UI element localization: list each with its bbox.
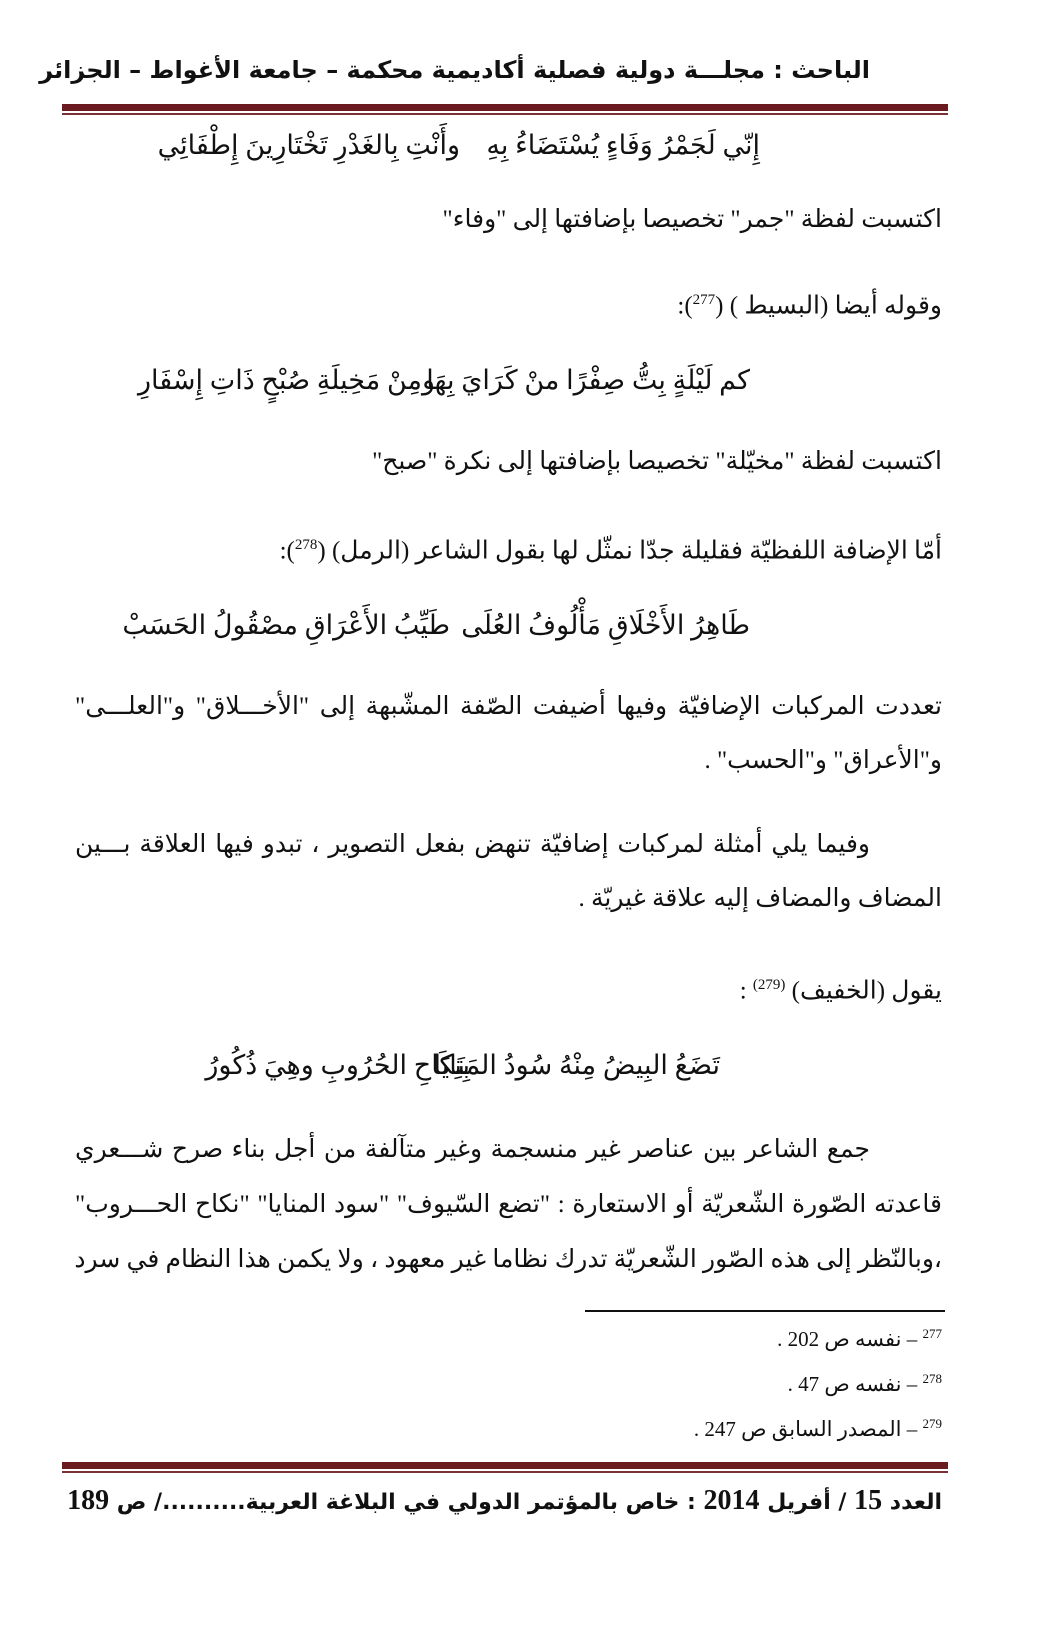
paragraph-7 [740,968,942,1008]
footer-description: : خاص بالمؤتمر الدولي في البلاغة العربية........../ ص [116,1490,696,1515]
footnote-ref[interactable]: 277 [692,292,716,308]
footnote-279 [694,1416,942,1442]
footer-rule [62,1462,948,1473]
verse-4-second: بِنِكَاحِ الحُرُوبِ وهِيَ ذُكُورُ [205,1050,470,1080]
p2-end: ): [677,292,693,320]
paragraph-4 [280,528,942,568]
verse-3-second: طَيِّبُ الأَعْرَاقِ مصْقُولُ الحَسَبْ [122,610,450,640]
paragraph-1: اكتسبت لفظة "جمر" تخصيصا بإضافتها إلى "وفاء" [442,206,942,233]
verse-1-second: وأَنْتِ بِالغَدْرِ تَخْتَارِينَ إِطْفَائِي [157,130,460,160]
page-number: 189 [67,1485,110,1516]
footnote-number: 277 [922,1326,942,1341]
footnote-rule [585,1310,945,1312]
p2-text: وقوله أيضا (البسيط ) ( [715,292,942,320]
month: أفريل [767,1490,831,1515]
issue-label: العدد [889,1490,942,1515]
footnote-278 [788,1371,942,1397]
p7-end: : [739,977,753,1005]
paragraph-5-line-1: تعددت المركبات الإضافيّة وفيها أضيفت الصّفة المشّبهة إلى "الأخـــلاق" و"العلـــى" [75,693,942,720]
journal-header: الباحث : مجلـــة دولية فصلية أكاديمية محكمة – جامعة الأغواط – الجزائر [39,56,870,84]
paragraph-2 [677,283,942,323]
paragraph-6-line-1: وفيما يلي أمثلة لمركبات إضافيّة تنهض بفعل التصوير ، تبدو فيها العلاقة بـــين [75,831,870,858]
verse-4-first: تَضَعُ البِيضُ مِنْهُ سُودُ المَنَايَا [433,1050,720,1080]
page-footer [67,1485,942,1517]
paragraph-6-line-2: المضاف والمضاف إليه علاقة غيريّة . [578,885,942,912]
verse-2-second: ومِنْ مَخِيلَةِ صُبْحٍ ذَاتِ إِسْفَارِ [138,365,435,395]
paragraph-8-line-2: قاعدته الصّورة الشّعريّة أو الاستعارة : "تضع السّيوف" "سود المنايا" "نكاح الحـــروب" [75,1191,942,1218]
separator: / [830,1490,847,1515]
p4-text: أمّا الإضافة اللفظيّة فقليلة جدّا نمثّل لها بقول الشاعر (الرمل) ( [317,537,942,565]
year: 2014 [703,1485,760,1516]
paragraph-5-line-2: و"الأعراق" و"الحسب" . [704,747,942,774]
header-rule [62,104,948,115]
verse-1-first: إِنّي لَجَمْرُ وَفَاءٍ يُسْتَضَاءُ بِهِ [486,130,760,160]
footnote-number: 279 [922,1416,942,1431]
p7-text: يقول (الخفيف) [785,977,942,1005]
paragraph-8-line-1: جمع الشاعر بين عناصر غير منسجمة وغير متآلفة من أجل بناء صرح شـــعري [75,1136,870,1163]
footnote-ref[interactable]: 278 [294,537,318,553]
paragraph-3: اكتسبت لفظة "مخيّلة" تخصيصا بإضافتها إلى نكرة "صبح" [372,448,942,475]
p4-end: ): [279,537,295,565]
paragraph-8-line-3: ،وبالنّظر إلى هذه الصّور الشّعريّة تدرك نظاما غير معهود ، ولا يكمن هذا النظام في سرد [74,1246,942,1273]
verse-3-first: طَاهِرُ الأَخْلَاقِ مَأْلُوفُ العُلَى [461,610,750,640]
verse-2-first: كم لَيْلَةٍ بِتُّ صِفْرًا منْ كَرَايَ بِهَا [426,365,750,395]
footnote-text: – نفسه ص 47 . [787,1372,918,1396]
footnote-277 [777,1326,942,1352]
footnote-ref[interactable]: (279) [752,977,786,993]
issue-number: 15 [854,1485,883,1516]
footnote-number: 278 [922,1371,942,1386]
footnote-text: – نفسه ص 202 . [777,1327,918,1351]
footnote-text: – المصدر السابق ص 247 . [693,1417,918,1441]
